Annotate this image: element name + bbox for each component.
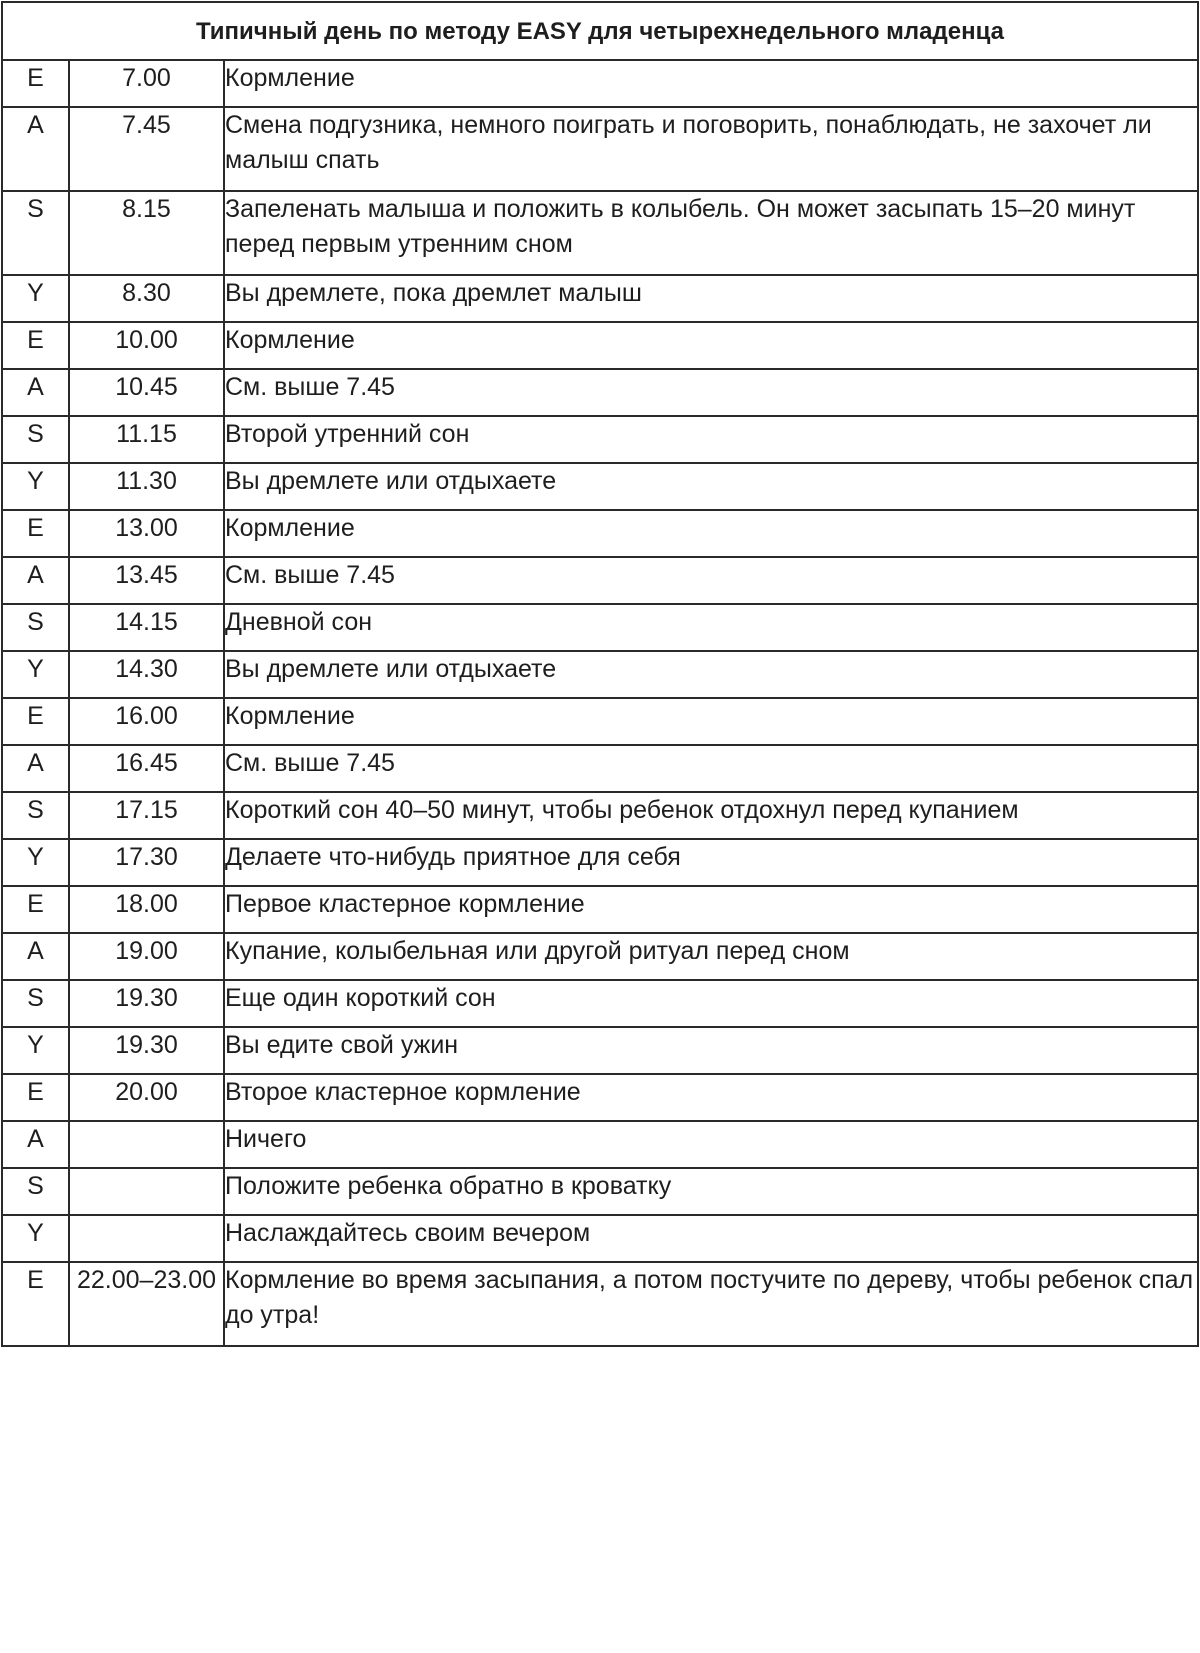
activity-cell: Еще один короткий сон [224, 980, 1198, 1027]
table-row [2, 369, 1198, 416]
easy-letter-cell: A [2, 1121, 69, 1168]
table-row [2, 416, 1198, 463]
activity-cell: Короткий сон 40–50 минут, чтобы ребенок отдохнул перед купанием [224, 792, 1198, 839]
table-row [2, 510, 1198, 557]
activity-cell: Вы дремлете, пока дремлет малыш [224, 275, 1198, 322]
table-row [2, 1215, 1198, 1262]
activity-cell: Кормление [224, 698, 1198, 745]
activity-cell: См. выше 7.45 [224, 745, 1198, 792]
time-cell: 19.30 [69, 980, 224, 1027]
table-row [2, 557, 1198, 604]
table-row [2, 1262, 1198, 1346]
easy-letter-cell: E [2, 1262, 69, 1346]
easy-letter-cell: Y [2, 275, 69, 322]
activity-cell: Вы едите свой ужин [224, 1027, 1198, 1074]
table-row [2, 604, 1198, 651]
table-body [2, 60, 1198, 1346]
easy-letter-cell: S [2, 1168, 69, 1215]
easy-letter-cell: Y [2, 463, 69, 510]
easy-letter-cell: S [2, 191, 69, 275]
time-cell: 14.15 [69, 604, 224, 651]
time-cell: 16.00 [69, 698, 224, 745]
activity-cell: Кормление [224, 510, 1198, 557]
easy-letter-cell: Y [2, 1027, 69, 1074]
time-cell [69, 1121, 224, 1168]
time-cell: 22.00–23.00 [69, 1262, 224, 1346]
table-row [2, 886, 1198, 933]
time-cell: 17.30 [69, 839, 224, 886]
time-cell: 20.00 [69, 1074, 224, 1121]
easy-letter-cell: Y [2, 1215, 69, 1262]
easy-letter-cell: Y [2, 839, 69, 886]
activity-cell: Кормление [224, 60, 1198, 107]
table-row [2, 839, 1198, 886]
time-cell: 11.30 [69, 463, 224, 510]
activity-cell: Дневной сон [224, 604, 1198, 651]
activity-cell: Смена подгузника, немного поиграть и поговорить, понаблюдать, не захочет ли малыш спать [224, 107, 1198, 191]
table-row [2, 1168, 1198, 1215]
activity-cell: Купание, колыбельная или другой ритуал перед сном [224, 933, 1198, 980]
activity-cell: Положите ребенка обратно в кроватку [224, 1168, 1198, 1215]
activity-cell: Кормление [224, 322, 1198, 369]
table-row [2, 60, 1198, 107]
easy-letter-cell: E [2, 510, 69, 557]
activity-cell: Первое кластерное кормление [224, 886, 1198, 933]
time-cell: 19.00 [69, 933, 224, 980]
time-cell: 16.45 [69, 745, 224, 792]
time-cell: 10.45 [69, 369, 224, 416]
time-cell: 10.00 [69, 322, 224, 369]
table-row [2, 792, 1198, 839]
activity-cell: Ничего [224, 1121, 1198, 1168]
table-row [2, 275, 1198, 322]
easy-letter-cell: Y [2, 651, 69, 698]
easy-letter-cell: E [2, 322, 69, 369]
time-cell: 8.15 [69, 191, 224, 275]
table-row [2, 651, 1198, 698]
table-row [2, 1074, 1198, 1121]
easy-letter-cell: S [2, 792, 69, 839]
table-row [2, 933, 1198, 980]
easy-letter-cell: A [2, 557, 69, 604]
easy-schedule-table [1, 1, 1199, 1347]
easy-letter-cell: S [2, 416, 69, 463]
activity-cell: См. выше 7.45 [224, 557, 1198, 604]
easy-letter-cell: A [2, 369, 69, 416]
time-cell [69, 1215, 224, 1262]
activity-cell: Кормление во время засыпания, а потом постучите по дереву, чтобы ребенок спал до утра! [224, 1262, 1198, 1346]
time-cell: 18.00 [69, 886, 224, 933]
table-row [2, 107, 1198, 191]
time-cell: 7.00 [69, 60, 224, 107]
time-cell: 13.00 [69, 510, 224, 557]
easy-letter-cell: E [2, 886, 69, 933]
activity-cell: Второй утренний сон [224, 416, 1198, 463]
activity-cell: Второе кластерное кормление [224, 1074, 1198, 1121]
easy-letter-cell: S [2, 980, 69, 1027]
table-row [2, 698, 1198, 745]
time-cell: 8.30 [69, 275, 224, 322]
easy-letter-cell: E [2, 60, 69, 107]
table-row [2, 1027, 1198, 1074]
table-row [2, 463, 1198, 510]
easy-letter-cell: S [2, 604, 69, 651]
time-cell [69, 1168, 224, 1215]
table-row [2, 745, 1198, 792]
easy-letter-cell: E [2, 698, 69, 745]
table-row [2, 980, 1198, 1027]
time-cell: 17.15 [69, 792, 224, 839]
activity-cell: Вы дремлете или отдыхаете [224, 463, 1198, 510]
activity-cell: Делаете что-нибудь приятное для себя [224, 839, 1198, 886]
time-cell: 11.15 [69, 416, 224, 463]
activity-cell: Наслаждайтесь своим вечером [224, 1215, 1198, 1262]
easy-letter-cell: A [2, 745, 69, 792]
activity-cell: Вы дремлете или отдыхаете [224, 651, 1198, 698]
activity-cell: См. выше 7.45 [224, 369, 1198, 416]
table-title: Типичный день по методу EASY для четырехнедельного младенца [2, 2, 1198, 60]
table-row [2, 1121, 1198, 1168]
time-cell: 13.45 [69, 557, 224, 604]
easy-letter-cell: E [2, 1074, 69, 1121]
activity-cell: Запеленать малыша и положить в колыбель. Он может засыпать 15–20 минут перед первым утренним сном [224, 191, 1198, 275]
easy-letter-cell: A [2, 107, 69, 191]
easy-letter-cell: A [2, 933, 69, 980]
time-cell: 7.45 [69, 107, 224, 191]
time-cell: 19.30 [69, 1027, 224, 1074]
table-row [2, 191, 1198, 275]
table-row [2, 322, 1198, 369]
time-cell: 14.30 [69, 651, 224, 698]
